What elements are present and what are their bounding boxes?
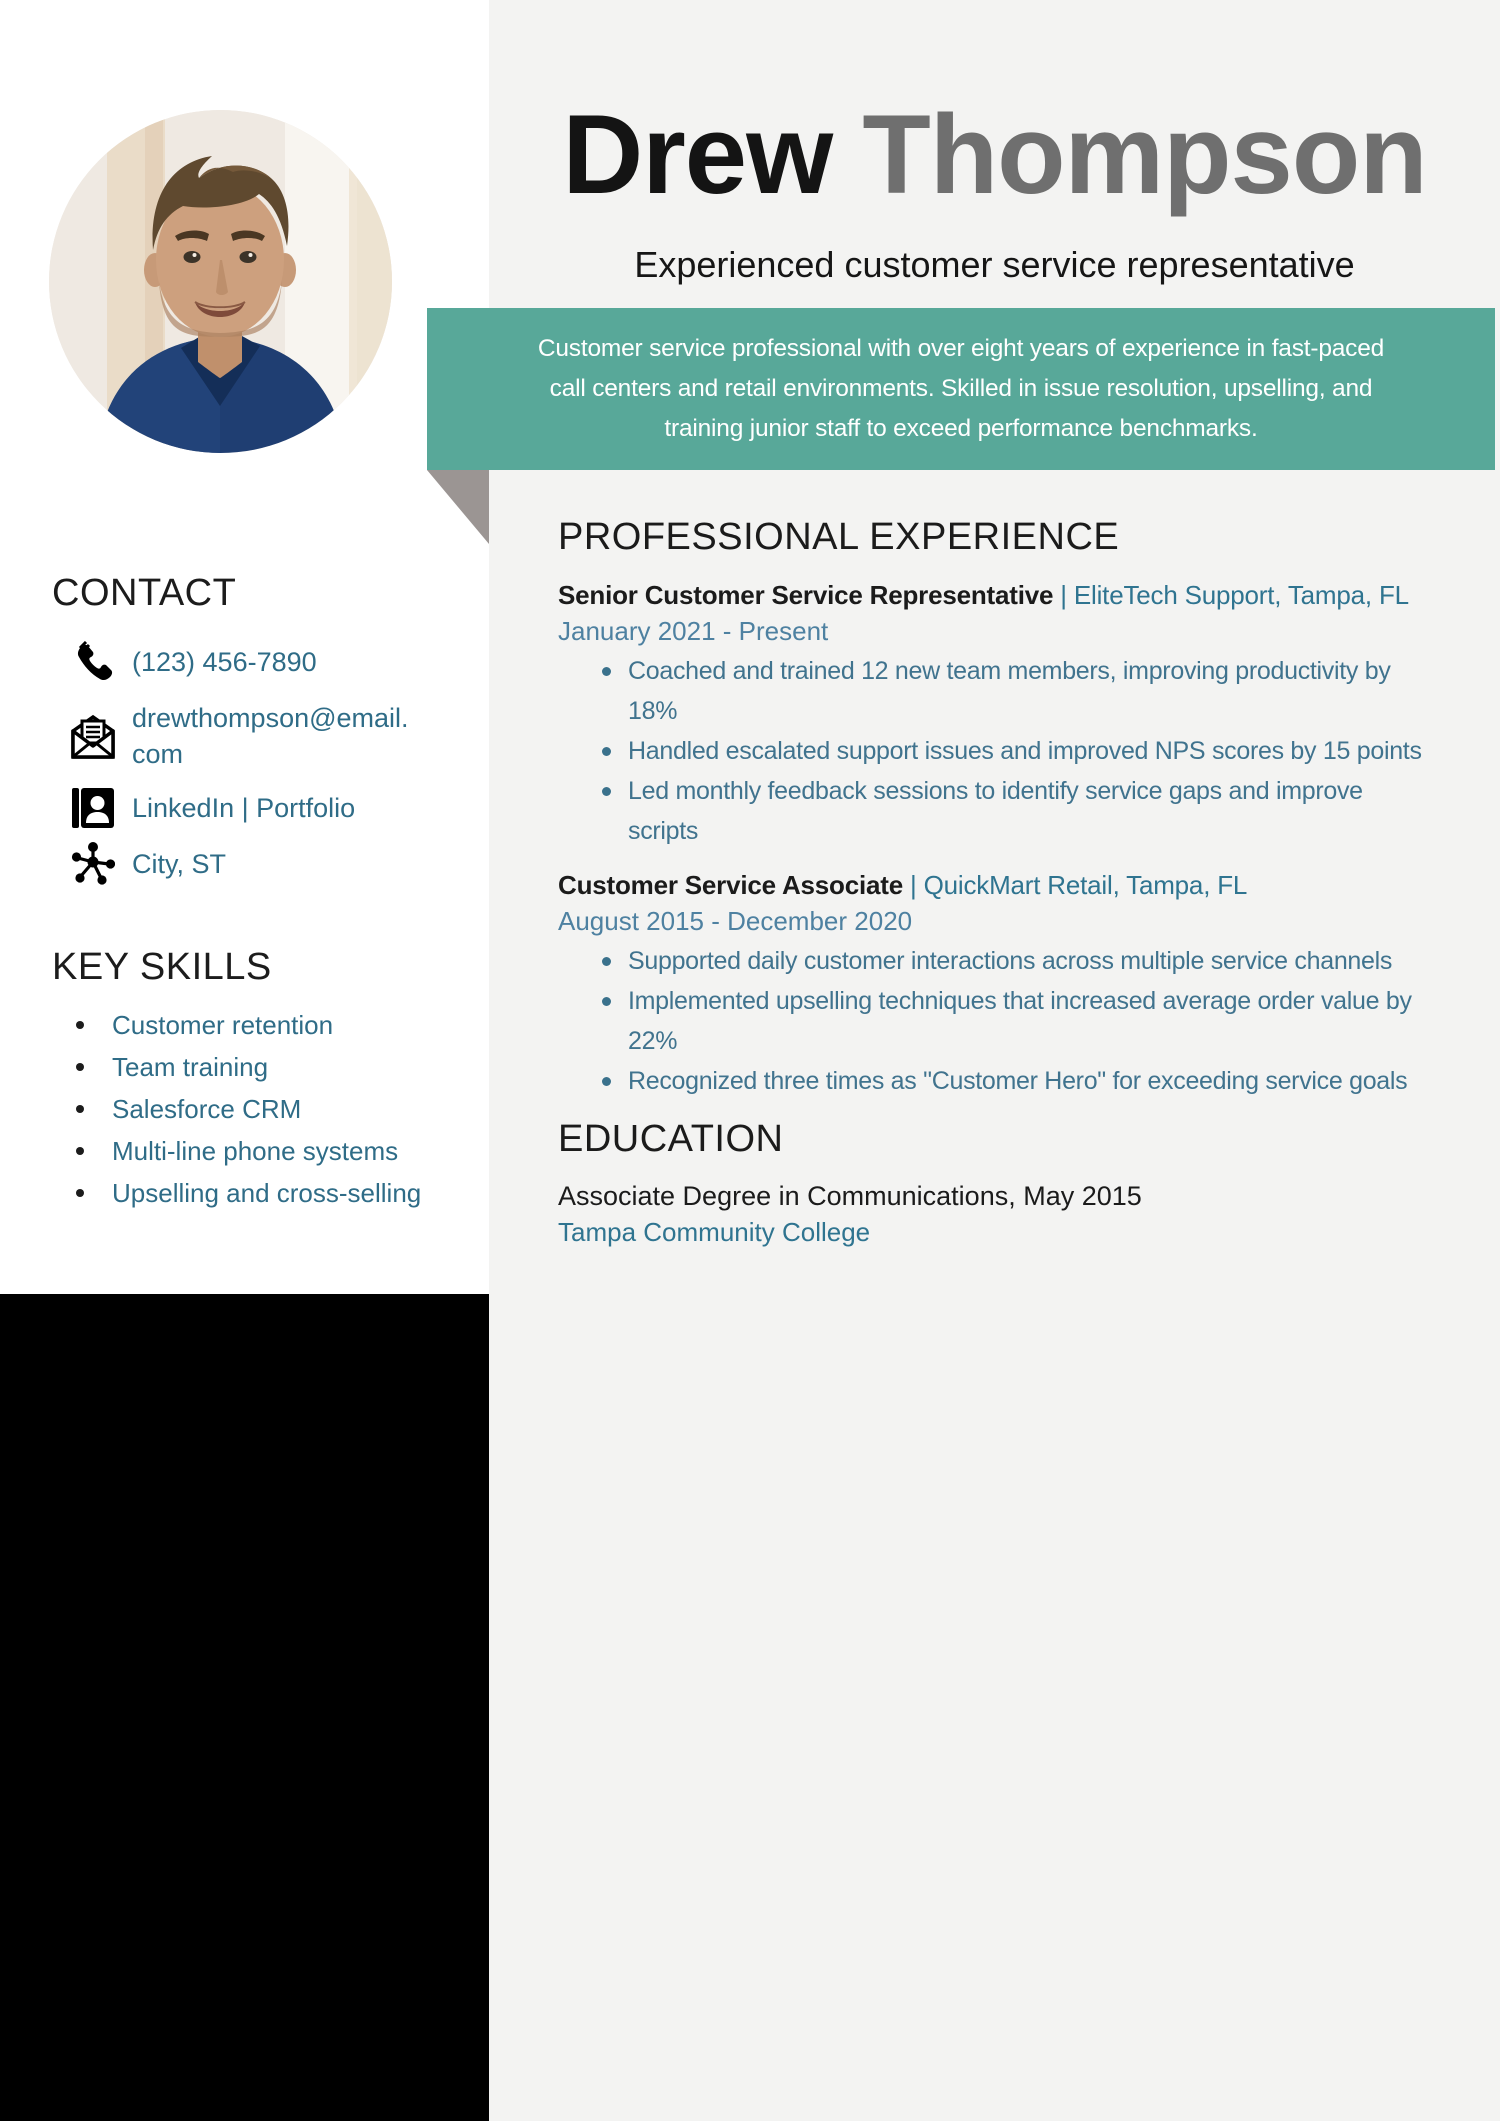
education-degree: Associate Degree in Communications, May 2015 (558, 1181, 1142, 1211)
contact-row-email (52, 700, 462, 772)
job-title-line (558, 575, 1498, 615)
job-title-line (558, 865, 1498, 905)
skill-item: Multi-line phone systems (52, 1130, 472, 1172)
skills-section (52, 944, 472, 1214)
contact-row-phone (52, 638, 462, 686)
portrait-illustration (49, 110, 392, 453)
bullet-item: Handled escalated support issues and improved NPS scores by 15 points (558, 731, 1438, 771)
linkedin-portfolio-icon (70, 786, 116, 830)
last-name: Thompson (862, 92, 1427, 217)
bullet-list (558, 651, 1498, 851)
skill-item: Customer retention (52, 1004, 472, 1046)
summary-line: training junior staff to exceed performance benchmarks. (664, 415, 1258, 442)
email-line-1: drewthompson@email. (132, 703, 409, 733)
summary-box (427, 308, 1495, 470)
contact-list (52, 638, 462, 886)
phone-value[interactable]: (123) 456-7890 (132, 647, 317, 677)
skill-item: Upselling and cross-selling (52, 1172, 472, 1214)
network-location-icon (70, 842, 116, 886)
education-section (558, 1115, 1498, 1249)
job-entry (558, 575, 1498, 851)
job-title: Senior Customer Service Representative (558, 580, 1054, 610)
job-dates: August 2015 - December 2020 (558, 906, 913, 936)
bullet-list (558, 941, 1498, 1101)
bullet-item: Coached and trained 12 new team members, improving productivity by 18% (558, 651, 1438, 731)
links-value[interactable]: LinkedIn | Portfolio (132, 793, 356, 823)
contact-row-links (52, 784, 462, 832)
job-separator: | (903, 870, 924, 900)
education-heading: EDUCATION (558, 1118, 784, 1160)
contact-section (52, 570, 462, 886)
bullet-item: Recognized three times as "Customer Hero" for exceeding service goals (558, 1061, 1438, 1101)
skills-list (52, 1004, 472, 1214)
first-name: Drew (562, 92, 833, 217)
email-line-2: com (132, 739, 184, 769)
page-title (489, 92, 1500, 217)
job-entry (558, 865, 1498, 1101)
phone-icon (70, 641, 116, 683)
summary-line: Customer service professional with over eight years of experience in fast-paced (537, 335, 1385, 362)
profile-photo (49, 110, 392, 453)
bullet-item: Implemented upselling techniques that increased average order value by 22% (558, 981, 1438, 1061)
bullet-item: Led monthly feedback sessions to identify service gaps and improve scripts (558, 771, 1438, 851)
bullet-item: Supported daily customer interactions across multiple service channels (558, 941, 1438, 981)
job-company: QuickMart Retail, Tampa, FL (923, 870, 1248, 900)
job-dates: January 2021 - Present (558, 616, 829, 646)
contact-heading: CONTACT (52, 572, 237, 614)
main-content (558, 513, 1498, 1249)
job-title: Customer Service Associate (558, 870, 904, 900)
summary-line: call centers and retail environments. Skilled in issue resolution, upselling, and (549, 375, 1373, 402)
contact-row-location (52, 842, 462, 886)
experience-heading: PROFESSIONAL EXPERIENCE (558, 516, 1120, 558)
education-school: Tampa Community College (558, 1217, 871, 1247)
job-separator: | (1053, 580, 1074, 610)
job-company: EliteTech Support, Tampa, FL (1073, 580, 1409, 610)
email-icon (70, 713, 116, 759)
skill-item: Team training (52, 1046, 472, 1088)
location-value: City, ST (132, 849, 226, 879)
email-value[interactable] (132, 700, 409, 772)
skills-heading: KEY SKILLS (52, 946, 272, 988)
subtitle: Experienced customer service representative (634, 244, 1355, 285)
skill-item: Salesforce CRM (52, 1088, 472, 1130)
